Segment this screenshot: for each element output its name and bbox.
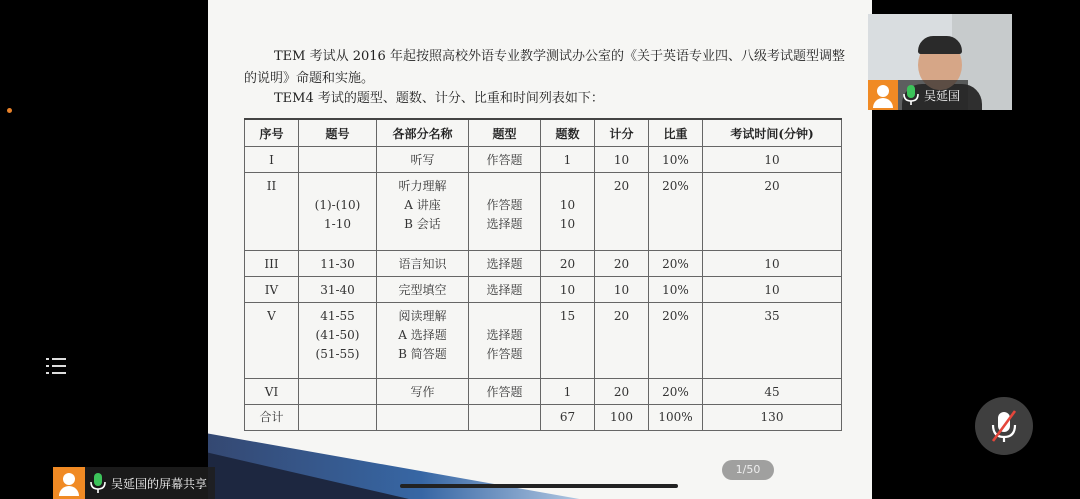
table-cell-seq: V xyxy=(245,303,299,379)
cell-line: 20 xyxy=(559,257,576,271)
cell-line: (1)-(10) xyxy=(314,198,361,212)
cell-line: (41-50) xyxy=(315,328,360,342)
cell-line xyxy=(471,177,538,196)
table-cell-seq: IV xyxy=(245,277,299,303)
table-cell-names xyxy=(377,251,469,277)
remote-video-tile[interactable] xyxy=(868,14,1012,110)
table-cell-names xyxy=(377,405,469,431)
table-cell-weight: 20% xyxy=(649,303,703,379)
column-header: 计分 xyxy=(595,119,649,147)
table-cell-count xyxy=(541,251,595,277)
table-row xyxy=(245,303,842,379)
cell-line: 1 xyxy=(563,153,572,167)
table-cell-score: 20 xyxy=(595,173,649,251)
table-cell-nums xyxy=(299,173,377,251)
table-cell-names xyxy=(377,379,469,405)
table-cell-time: 35 xyxy=(703,303,842,379)
table-cell-time: 10 xyxy=(703,147,842,173)
table-cell-weight: 20% xyxy=(649,173,703,251)
table-row xyxy=(245,173,842,251)
column-header: 各部分名称 xyxy=(377,119,469,147)
table-cell-count xyxy=(541,303,595,379)
cell-line: 完型填空 xyxy=(398,283,447,297)
table-cell-weight: 10% xyxy=(649,277,703,303)
table-cell-time: 130 xyxy=(703,405,842,431)
table-cell-score: 20 xyxy=(595,303,649,379)
table-cell-weight: 10% xyxy=(649,147,703,173)
table-cell-weight: 20% xyxy=(649,379,703,405)
column-header: 考试时间(分钟) xyxy=(703,119,842,147)
cell-line xyxy=(301,408,374,427)
list-icon[interactable] xyxy=(46,356,68,376)
table-cell-nums xyxy=(299,251,377,277)
table-cell-seq: I xyxy=(245,147,299,173)
status-dot xyxy=(7,108,12,113)
table-cell-nums xyxy=(299,405,377,431)
mic-icon xyxy=(89,472,107,494)
table-row xyxy=(245,405,842,431)
mic-off-icon xyxy=(975,397,1033,455)
table-cell-time: 45 xyxy=(703,379,842,405)
cell-line: 31-40 xyxy=(320,283,355,297)
tem4-table xyxy=(244,118,842,431)
table-cell-names xyxy=(377,303,469,379)
table-cell-time: 10 xyxy=(703,277,842,303)
table-cell-names xyxy=(377,147,469,173)
table-cell-nums xyxy=(299,147,377,173)
cell-line: 作答题 xyxy=(486,385,523,399)
cell-line: 选择题 xyxy=(486,217,523,231)
page-indicator: 1/50 xyxy=(722,460,774,480)
table-row xyxy=(245,277,842,303)
cell-line xyxy=(471,307,538,326)
table-cell-seq: VI xyxy=(245,379,299,405)
cell-line: 选择题 xyxy=(486,328,523,342)
table-cell-types xyxy=(469,277,541,303)
table-cell-nums xyxy=(299,379,377,405)
table-cell-types xyxy=(469,147,541,173)
cell-line: 作答题 xyxy=(486,198,523,212)
cell-line: 1 xyxy=(563,385,572,399)
cell-line: 阅读理解 xyxy=(398,309,447,323)
mic-icon xyxy=(902,84,920,106)
cell-line: 作答题 xyxy=(486,347,523,361)
table-cell-time: 10 xyxy=(703,251,842,277)
cell-line: A 选择题 xyxy=(398,328,447,342)
participant-name-bar xyxy=(868,80,968,110)
column-header: 题号 xyxy=(299,119,377,147)
cell-line xyxy=(543,177,592,196)
table-cell-types xyxy=(469,251,541,277)
cell-line: 选择题 xyxy=(486,257,523,271)
table-cell-count xyxy=(541,379,595,405)
cell-line: 41-55 xyxy=(320,309,355,323)
table-row xyxy=(245,379,842,405)
table-cell-count xyxy=(541,147,595,173)
cell-line: 选择题 xyxy=(486,283,523,297)
table-cell-types xyxy=(469,379,541,405)
cell-line: B 会话 xyxy=(404,217,441,231)
cell-line xyxy=(301,177,374,196)
table-cell-count xyxy=(541,173,595,251)
cell-line: 听力理解 xyxy=(398,179,447,193)
table-row xyxy=(245,251,842,277)
table-cell-seq: II xyxy=(245,173,299,251)
cell-line: 10 xyxy=(559,198,576,212)
column-header: 比重 xyxy=(649,119,703,147)
page-scrollbar[interactable] xyxy=(400,484,678,488)
cell-line: 1-10 xyxy=(324,217,351,231)
table-cell-time: 20 xyxy=(703,173,842,251)
cell-line: 语言知识 xyxy=(398,257,447,271)
cell-line xyxy=(301,151,374,170)
table-cell-count xyxy=(541,277,595,303)
table-cell-types xyxy=(469,405,541,431)
table-cell-seq: III xyxy=(245,251,299,277)
column-header: 序号 xyxy=(245,119,299,147)
table-cell-types xyxy=(469,173,541,251)
table-cell-count xyxy=(541,405,595,431)
participant-name: 吴延国 xyxy=(924,88,961,103)
cell-line: B 简答题 xyxy=(398,347,447,361)
cell-line: 写作 xyxy=(410,385,435,399)
user-avatar-icon xyxy=(53,467,85,499)
intro-paragraph: TEM 考试从 2016 年起按照高校外语专业教学测试办公室的《关于英语专业四、八级考试题型调整的说明》命题和实施。 xyxy=(244,49,845,86)
cell-line: (51-55) xyxy=(315,347,360,361)
screen-share-label: 吴延国的屏幕共享 xyxy=(111,476,208,491)
table-cell-nums xyxy=(299,277,377,303)
user-avatar-icon xyxy=(868,80,898,110)
cell-line: 15 xyxy=(559,309,576,323)
table-cell-score: 10 xyxy=(595,147,649,173)
cell-line: A 讲座 xyxy=(404,198,441,212)
table-row xyxy=(245,147,842,173)
cell-line: 10 xyxy=(559,217,576,231)
cell-line: 67 xyxy=(559,410,576,424)
screen-share-label-bar xyxy=(53,467,215,499)
table-cell-score: 20 xyxy=(595,251,649,277)
mute-button[interactable] xyxy=(975,397,1033,455)
cell-line: 10 xyxy=(559,283,576,297)
cell-line xyxy=(379,408,466,427)
table-cell-score: 20 xyxy=(595,379,649,405)
table-caption: TEM4 考试的题型、题数、计分、比重和时间列表如下： xyxy=(274,91,604,106)
cell-line: 听写 xyxy=(410,153,435,167)
participant-hair xyxy=(918,36,962,54)
cell-line xyxy=(471,408,538,427)
cell-line xyxy=(301,383,374,402)
cell-line: 作答题 xyxy=(486,153,523,167)
column-header: 题型 xyxy=(469,119,541,147)
table-cell-types xyxy=(469,303,541,379)
table-cell-names xyxy=(377,173,469,251)
table-cell-nums xyxy=(299,303,377,379)
table-cell-score: 100 xyxy=(595,405,649,431)
table-header-row xyxy=(245,119,842,147)
column-header: 题数 xyxy=(541,119,595,147)
table-cell-weight: 100% xyxy=(649,405,703,431)
cell-line: 11-30 xyxy=(320,257,355,271)
shared-document[interactable] xyxy=(208,0,872,499)
table-cell-seq: 合计 xyxy=(245,405,299,431)
table-cell-score: 10 xyxy=(595,277,649,303)
table-cell-weight: 20% xyxy=(649,251,703,277)
table-cell-names xyxy=(377,277,469,303)
